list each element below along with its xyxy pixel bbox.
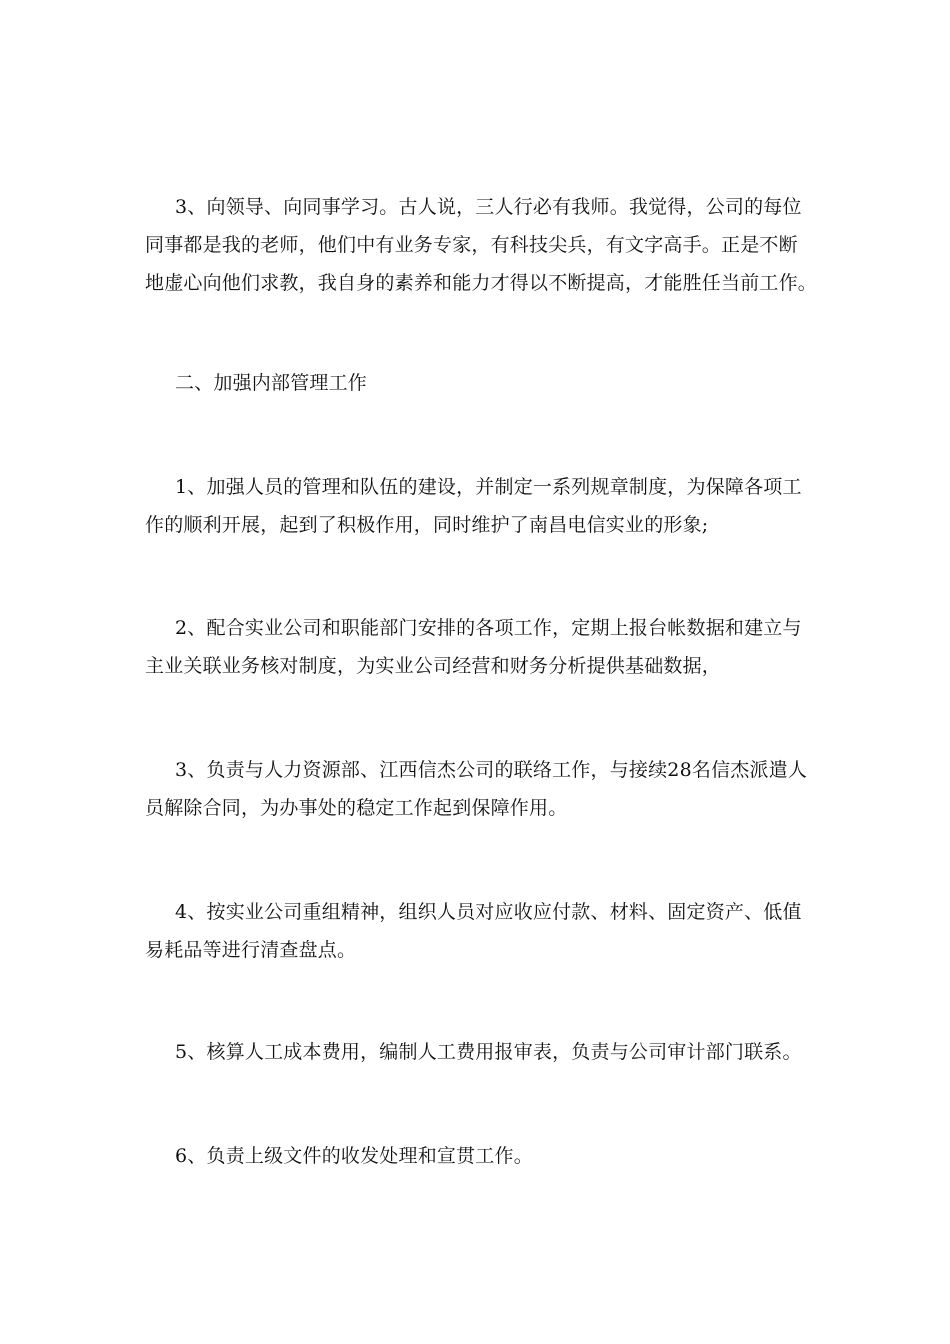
text-line: 员解除合同，为办事处的稳定工作起到保障作用。 <box>145 797 568 819</box>
text-line: 同事都是我的老师，他们中有业务专家，有科技尖兵，有文字高手。正是不断 <box>145 234 798 256</box>
paragraph-item-4 <box>145 893 810 969</box>
text-line: 3、向领导、向同事学习。古人说，三人行必有我师。我觉得，公司的每位 <box>175 196 802 218</box>
paragraph-learn-from-colleagues <box>145 188 818 302</box>
text-line: 作的顺利开展，起到了积极作用，同时维护了南昌电信实业的形象; <box>145 514 709 536</box>
text-line: 2、配合实业公司和职能部门安排的各项工作，定期上报台帐数据和建立与 <box>175 617 802 639</box>
text-line: 5、核算人工成本费用，编制人工费用报审表，负责与公司审计部门联系。 <box>175 1041 802 1063</box>
text-line: 3、负责与人力资源部、江西信杰公司的联络工作，与接续28名信杰派遣人 <box>175 759 808 781</box>
text-line: 主业关联业务核对制度，为实业公司经营和财务分析提供基础数据， <box>145 655 722 677</box>
paragraph-item-5 <box>145 1033 810 1071</box>
text-line: 1、加强人员的管理和队伍的建设，并制定一系列规章制度，为保障各项工 <box>175 476 802 498</box>
paragraph-item-6 <box>145 1137 810 1175</box>
text-line: 地虚心向他们求教，我自身的素养和能力才得以不断提高，才能胜任当前工作。 <box>145 272 818 294</box>
text-line: 易耗品等进行清查盘点。 <box>145 939 357 961</box>
section-heading-internal-management <box>145 364 810 402</box>
paragraph-item-2 <box>145 609 810 685</box>
paragraph-item-1 <box>145 468 810 544</box>
paragraph-item-3 <box>145 751 810 827</box>
section-heading-text: 二、加强内部管理工作 <box>175 372 368 394</box>
text-line: 6、负责上级文件的收发处理和宣贯工作。 <box>175 1145 533 1167</box>
text-line: 4、按实业公司重组精神，组织人员对应收应付款、材料、固定资产、低值 <box>175 901 802 923</box>
